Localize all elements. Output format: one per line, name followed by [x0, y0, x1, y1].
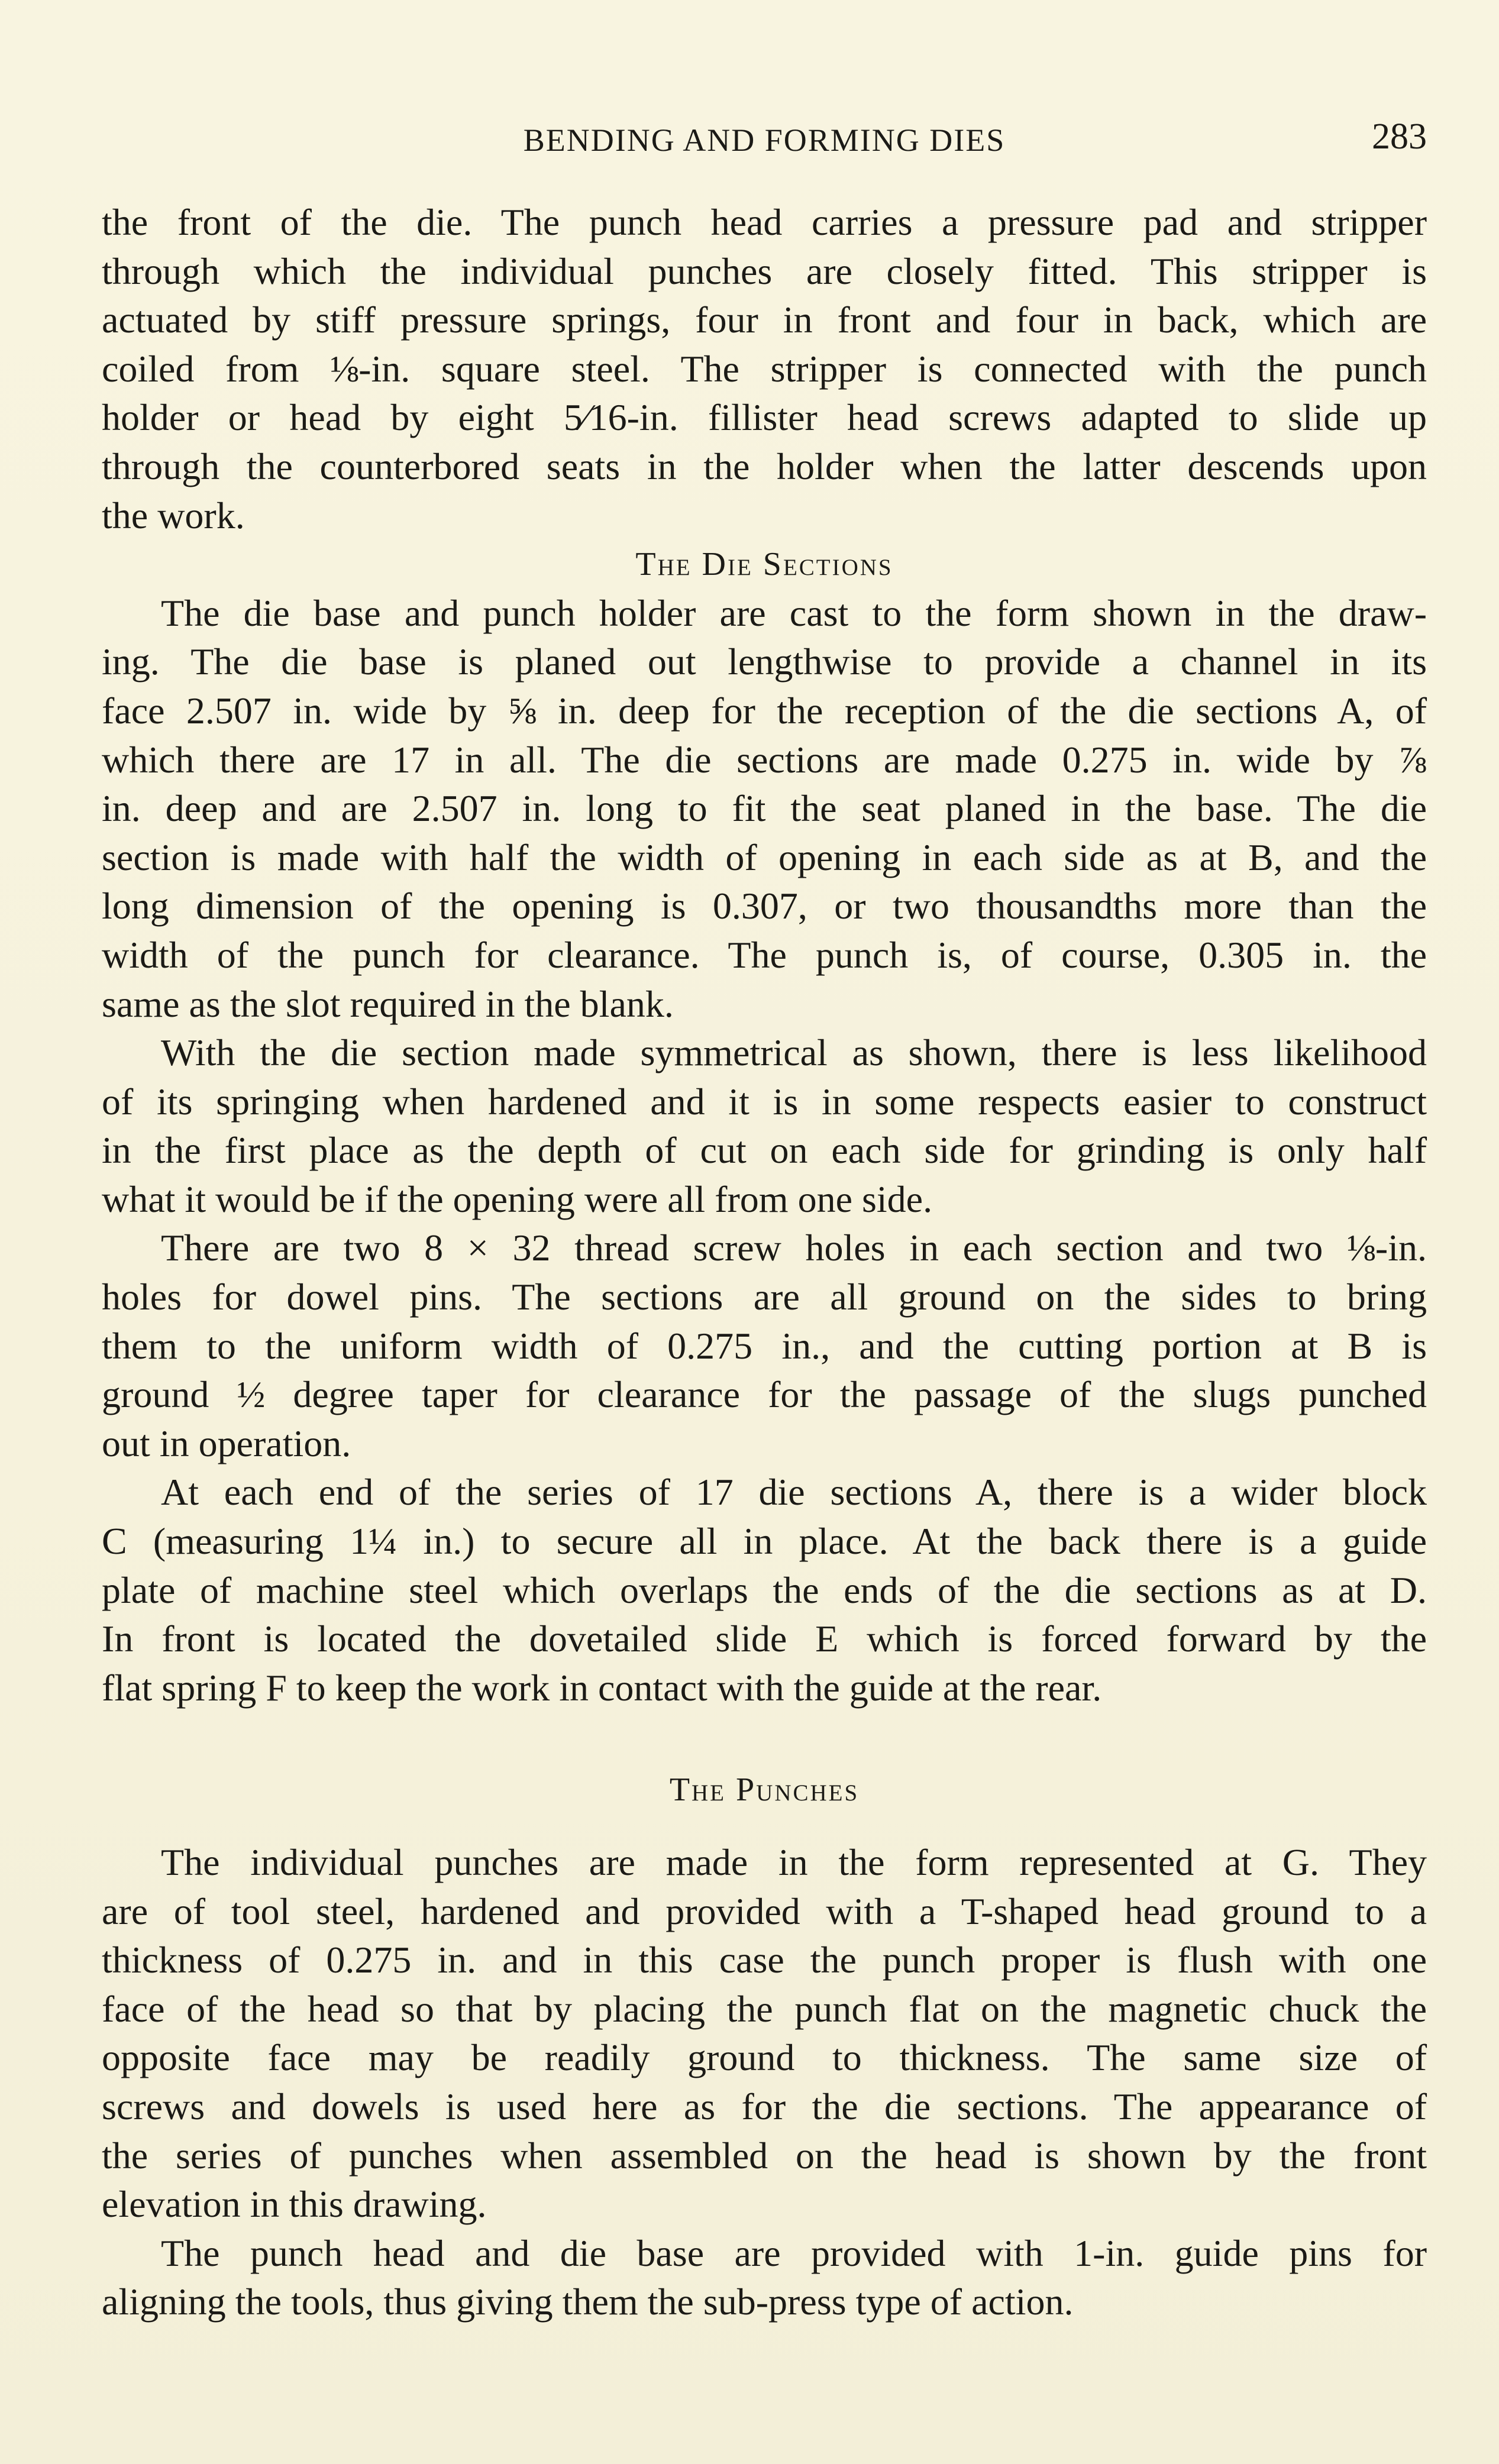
text-line: of its springing when hardened and it is in some respects easier to construct	[102, 1080, 1427, 1123]
spacer	[102, 1712, 1427, 1765]
text-line: the front of the die. The punch head carries a pressure pad and stripper	[102, 201, 1427, 243]
text-line: through which the individual punches are closely fitted. This stripper is	[102, 250, 1427, 292]
text-line: thickness of 0.275 in. and in this case the punch proper is flush with one	[102, 1939, 1427, 1981]
text-line: in. deep and are 2.507 in. long to fit the seat planed in the base. The die	[102, 787, 1427, 830]
text-line: The die base and punch holder are cast to the form shown in the draw-	[161, 591, 1427, 634]
running-title: BENDING AND FORMING DIES	[523, 122, 1006, 158]
section-heading-punches: The Punches	[669, 1771, 860, 1809]
text-line: coiled from ⅛-in. square steel. The stripper is connected with the punch	[102, 347, 1427, 390]
text-line: plate of machine steel which overlaps the ends of the die sections as at D.	[102, 1569, 1427, 1611]
page-number: 283	[1372, 117, 1427, 157]
page-body	[102, 198, 1427, 2327]
text-line: holes for dowel pins. The sections are all ground on the sides to bring	[102, 1276, 1427, 1318]
text-line: are of tool steel, hardened and provided with a T-shaped head ground to a	[102, 1890, 1427, 1932]
text-line: flat spring F to keep the work in contact with the guide at the rear.	[102, 1666, 1102, 1709]
section-heading-die-sections: The Die Sections	[635, 546, 893, 583]
text-line: holder or head by eight 5⁄16-in. fillister head screws adapted to slide up	[102, 396, 1427, 439]
text-line: which there are 17 in all. The die sections are made 0.275 in. wide by ⅞	[102, 738, 1427, 781]
text-line: width of the punch for clearance. The punch is, of course, 0.305 in. the	[102, 933, 1427, 976]
text-line: them to the uniform width of 0.275 in., and the cutting portion at B is	[102, 1324, 1427, 1367]
text-line: section is made with half the width of opening in each side as at B, and the	[102, 836, 1427, 878]
text-line: The individual punches are made in the form represented at G. They	[161, 1841, 1427, 1883]
text-line: ing. The die base is planed out lengthwise to provide a channel in its	[102, 641, 1427, 683]
text-line: At each end of the series of 17 die sections A, there is a wider block	[161, 1471, 1427, 1514]
text-line: the series of punches when assembled on the head is shown by the front	[102, 2134, 1427, 2177]
text-line: With the die section made symmetrical as shown, there is less likelihood	[161, 1031, 1427, 1074]
text-line: ground ½ degree taper for clearance for the passage of the slugs punched	[102, 1373, 1427, 1416]
text-line: the work.	[102, 494, 245, 536]
text-line: what it would be if the opening were all from one side.	[102, 1178, 933, 1220]
text-line: through the counterbored seats in the holder when the latter descends upon	[102, 445, 1427, 487]
text-line: C (measuring 1¼ in.) to secure all in place. At the back there is a guide	[102, 1520, 1427, 1563]
text-line: actuated by stiff pressure springs, four in front and four in back, which are	[102, 299, 1427, 341]
text-line: elevation in this drawing.	[102, 2183, 487, 2226]
text-line: face of the head so that by placing the punch flat on the magnetic chuck the	[102, 1987, 1427, 2030]
text-line: opposite face may be readily ground to thickness. The same size of	[102, 2036, 1427, 2079]
text-line: out in operation.	[102, 1422, 351, 1464]
text-line: aligning the tools, thus giving them the sub-press type of action.	[102, 2281, 1074, 2323]
text-line: The punch head and die base are provided with 1-in. guide pins for	[161, 2232, 1427, 2274]
text-line: There are two 8 × 32 thread screw holes in each section and two ⅛-in.	[161, 1227, 1427, 1269]
text-line: same as the slot required in the blank.	[102, 982, 674, 1025]
text-line: screws and dowels is used here as for the die sections. The appearance of	[102, 2085, 1427, 2127]
text-line: long dimension of the opening is 0.307, or two thousandths more than the	[102, 885, 1427, 927]
text-line: face 2.507 in. wide by ⅝ in. deep for the reception of the die sections A, of	[102, 689, 1427, 732]
spacer	[102, 1815, 1427, 1838]
text-line: In front is located the dovetailed slide E which is forced forward by the	[102, 1618, 1427, 1660]
running-head	[102, 112, 1427, 166]
text-line: in the first place as the depth of cut on each side for grinding is only half	[102, 1129, 1427, 1172]
